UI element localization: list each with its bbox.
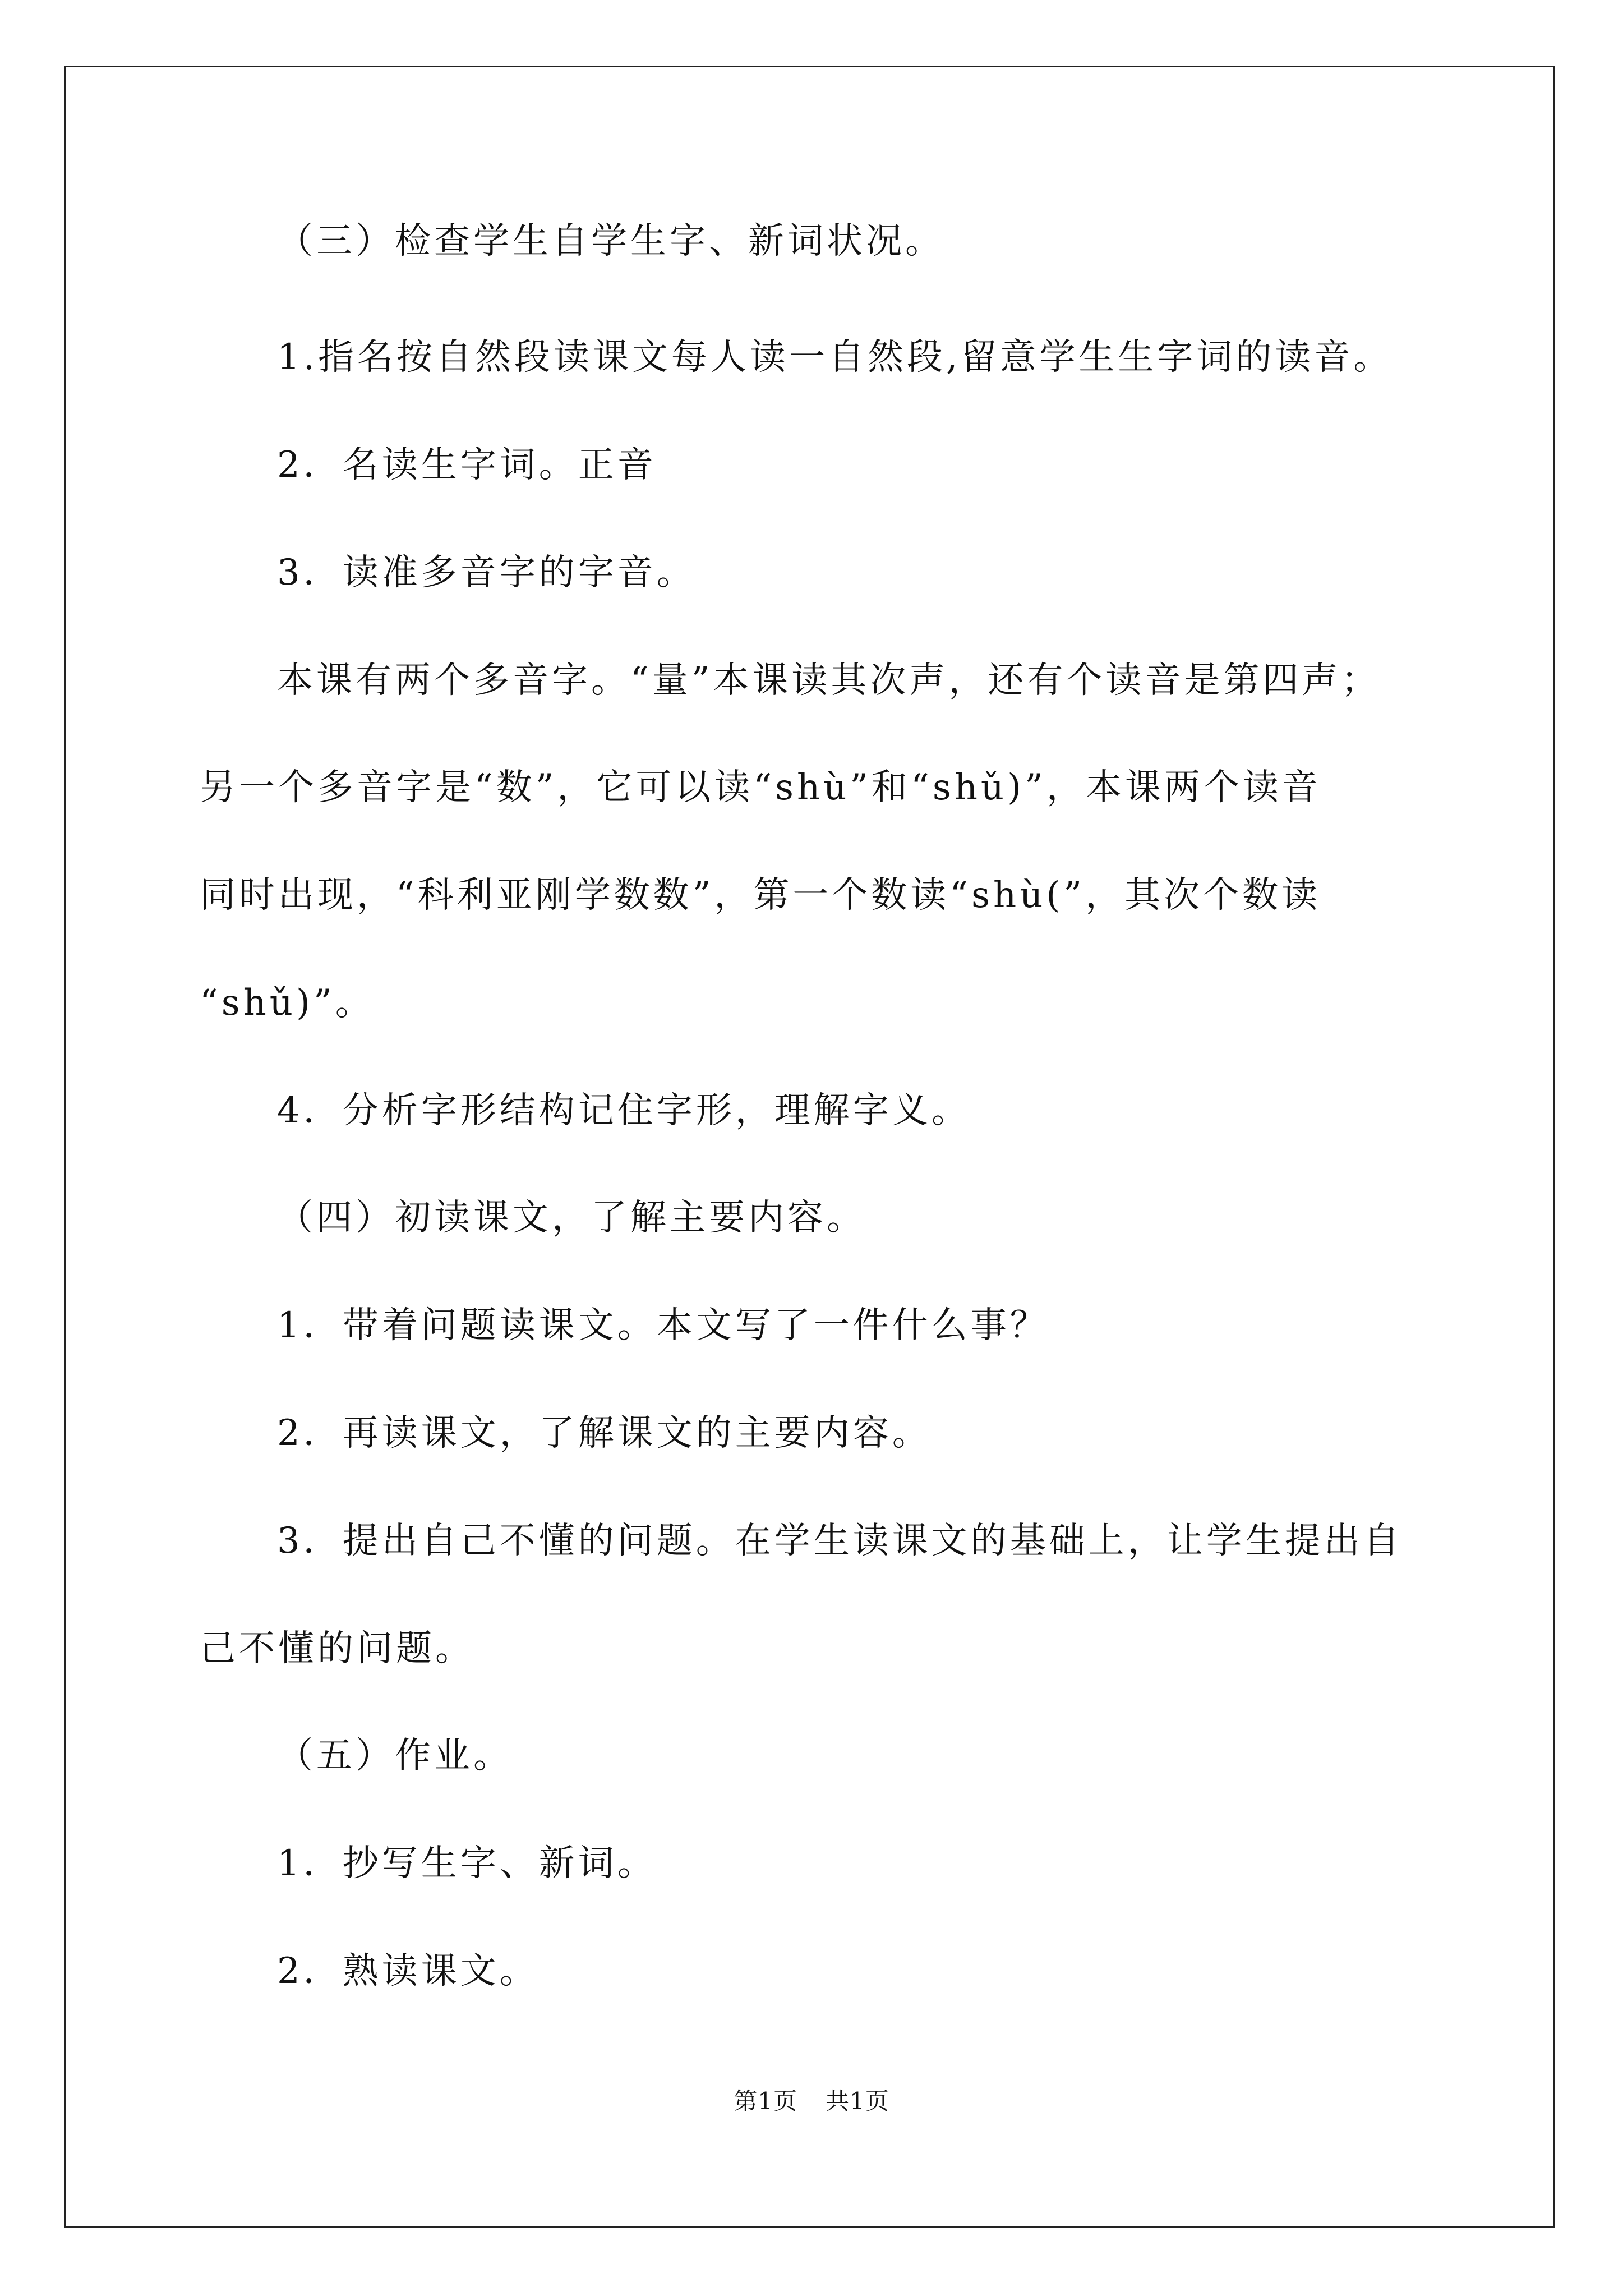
text-line: 本课有两个多音字。“量”本课读其次声，还有个读音是第四声； [277, 660, 1381, 701]
text-line: （三）检查学生自学生字、新词状况。 [277, 220, 944, 262]
text-line: 同时出现，“科利亚刚学数数”，第一个数读“shù(”，其次个数读 [200, 875, 1321, 916]
text-line: 1．抄写生字、新词。 [277, 1843, 657, 1884]
text-line: （四）初读课文，了解主要内容。 [277, 1197, 866, 1239]
page-number-total: 共1页 [826, 2087, 889, 2115]
text-line: （五）作业。 [277, 1735, 513, 1777]
text-line: 2．熟读课文。 [277, 1950, 539, 1992]
text-line: 3．提出自己不懂的问题。在学生读课文的基础上，让学生提出自 [277, 1520, 1403, 1562]
page-number-current: 第1页 [734, 2087, 797, 2115]
text-line: 己不懂的问题。 [200, 1628, 474, 1669]
text-line: 2．名读生字词。正音 [277, 444, 657, 486]
text-line: 1．带着问题读课文。本文写了一件什么事？ [277, 1305, 1049, 1346]
text-line: 3．读准多音字的字音。 [277, 552, 696, 593]
page-border [64, 66, 1555, 2228]
text-line: 另一个多音字是“数”，它可以读“shù”和“shǔ)”，本课两个读音 [200, 767, 1321, 808]
text-line: “shǔ)”。 [200, 982, 375, 1024]
text-line: 4．分析字形结构记住字形，理解字义。 [277, 1090, 971, 1131]
text-line: 1.指名按自然段读课文每人读一自然段,留意学生生字词的读音。 [277, 337, 1393, 378]
page-footer [0, 2085, 1623, 2118]
text-line: 2．再读课文，了解课文的主要内容。 [277, 1412, 932, 1454]
